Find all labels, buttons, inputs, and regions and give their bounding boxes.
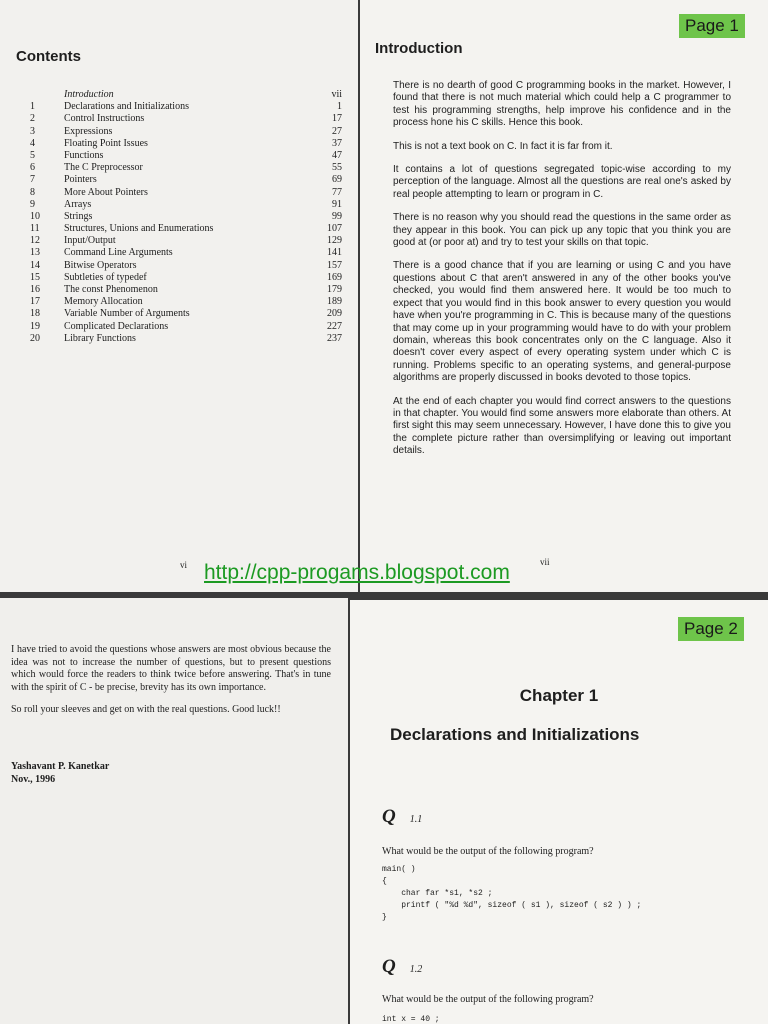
toc-title: Structures, Unions and Enumerations bbox=[64, 223, 214, 235]
toc-row bbox=[30, 247, 342, 259]
author-date: Nov., 1996 bbox=[11, 773, 56, 785]
toc-title: Strings bbox=[64, 210, 93, 222]
toc-row bbox=[30, 308, 342, 320]
preface-paragraph: I have tried to avoid the questions whose answers are most obvious because the idea was not to increase the number of questions, but to present questions which would force the readers to think twice before answering. That's in tune with the spirit of C - be precise, brevity has its own importance. bbox=[11, 644, 331, 693]
preface-continued-page bbox=[0, 598, 348, 1024]
question-text: What would be the output of the following program? bbox=[382, 994, 594, 1005]
page-number: vi bbox=[180, 560, 188, 570]
toc-number: 5 bbox=[30, 149, 35, 161]
toc-number: 16 bbox=[30, 284, 40, 295]
toc-row bbox=[30, 284, 342, 296]
toc-number: 17 bbox=[30, 296, 40, 308]
intro-paragraph: There is a good chance that if you are learning or using C and you have questions about C that aren't answered in any of the other books you've checked, you would find them answered here. It would be too much to expect that you would find in this book answer to every question you would have when you're programming in C. This is because many of the questions that may come up in your programming would have to do with your problem domain, whereas this book concentrates only on the C language. Also it doesn't cover every aspect of every operating system under which C is running. Problems specific to an operating systems, and general-purpose algorithms are properly discussed in books devoted to those topics. bbox=[393, 260, 731, 384]
toc-number: 4 bbox=[30, 137, 35, 149]
toc-page: 99 bbox=[332, 210, 342, 222]
toc-row bbox=[30, 113, 342, 125]
toc-number: 20 bbox=[30, 332, 40, 344]
toc-row-introduction bbox=[30, 89, 342, 101]
toc-title: Complicated Declarations bbox=[64, 320, 169, 332]
toc-page: 237 bbox=[327, 332, 342, 344]
toc-number: 11 bbox=[30, 223, 40, 235]
toc-page: 69 bbox=[332, 174, 342, 186]
toc-title: Input/Output bbox=[64, 235, 116, 247]
toc-title: More About Pointers bbox=[64, 186, 148, 198]
contents-page bbox=[0, 0, 358, 592]
toc-page: 77 bbox=[332, 186, 342, 198]
question-mark: Q bbox=[382, 806, 396, 827]
toc-row bbox=[30, 223, 342, 235]
toc-title: Functions bbox=[64, 149, 104, 161]
toc-title: Library Functions bbox=[64, 332, 136, 344]
toc-page: 107 bbox=[327, 223, 342, 235]
toc-title: Bitwise Operators bbox=[64, 259, 137, 271]
toc-page: 227 bbox=[327, 320, 342, 332]
intro-paragraph: It contains a lot of questions segregated topic-wise according to my perception of the language. Almost all the questions are real one's asked by real people attempting to learn or program in C. bbox=[393, 164, 731, 200]
toc-row bbox=[30, 296, 342, 308]
toc-row bbox=[30, 272, 342, 284]
toc-page: vii bbox=[331, 89, 342, 100]
introduction-title: Introduction bbox=[375, 40, 463, 57]
toc-title: The const Phenomenon bbox=[64, 284, 158, 295]
question-number: 1.2 bbox=[409, 964, 423, 975]
toc-title: Arrays bbox=[64, 198, 92, 210]
toc-page: 189 bbox=[327, 296, 342, 308]
toc-row bbox=[30, 101, 342, 113]
toc-number: 8 bbox=[30, 186, 35, 198]
toc-row bbox=[30, 126, 342, 138]
toc-number: 14 bbox=[30, 259, 40, 271]
toc-title: Introduction bbox=[64, 89, 114, 100]
preface-paragraph: So roll your sleeves and get on with the real questions. Good luck!! bbox=[11, 704, 281, 715]
toc-title: The C Preprocessor bbox=[64, 162, 143, 174]
toc-row bbox=[30, 138, 342, 150]
toc-title: Control Instructions bbox=[64, 113, 145, 125]
toc-title: Memory Allocation bbox=[64, 296, 143, 308]
toc-row bbox=[30, 211, 342, 223]
toc-title: Floating Point Issues bbox=[64, 137, 148, 149]
toc-title: Variable Number of Arguments bbox=[64, 308, 190, 320]
intro-paragraph: At the end of each chapter you would find correct answers to the questions in that chapter. You would find some answers more elaborate than others. At first sight this may seem unnecessary. However, I have done this to give you the complete picture rather than oversimplifying or leaving out important details. bbox=[393, 395, 731, 457]
toc-page: 47 bbox=[332, 149, 342, 161]
toc-page: 17 bbox=[332, 113, 342, 125]
toc-row bbox=[30, 150, 342, 162]
page-badge-1: Page 1 bbox=[679, 14, 745, 38]
author-name: Yashavant P. Kanetkar bbox=[11, 761, 110, 772]
toc-number: 15 bbox=[30, 271, 40, 283]
toc-number: 19 bbox=[30, 320, 40, 332]
toc-page: 209 bbox=[327, 308, 342, 320]
toc-number: 1 bbox=[30, 101, 35, 113]
chapter-page bbox=[350, 600, 768, 1024]
question-text: What would be the output of the following program? bbox=[382, 846, 594, 857]
toc-row bbox=[30, 260, 342, 272]
introduction-page bbox=[360, 0, 768, 592]
question-heading bbox=[382, 806, 422, 828]
toc-row bbox=[30, 162, 342, 174]
toc-title: Expressions bbox=[64, 125, 113, 137]
chapter-title: Declarations and Initializations bbox=[390, 725, 640, 744]
toc-row bbox=[30, 235, 342, 247]
toc-page: 129 bbox=[327, 235, 342, 247]
chapter-label: Chapter 1 bbox=[519, 686, 599, 705]
toc-page: 27 bbox=[332, 125, 342, 137]
toc-number: 18 bbox=[30, 308, 40, 320]
author-signature bbox=[11, 761, 109, 786]
toc-number: 9 bbox=[30, 198, 35, 210]
intro-paragraph: There is no dearth of good C programming books in the market. However, I found that there is not much material which could help a C programmer to test his programming strengths, help improve his confidence and in the process hone his C skills. Hence this book. bbox=[393, 80, 731, 129]
toc-title: Subtleties of typedef bbox=[64, 271, 147, 283]
table-of-contents bbox=[30, 89, 342, 345]
toc-title: Declarations and Initializations bbox=[64, 101, 189, 113]
toc-page: 37 bbox=[332, 137, 342, 149]
question-number: 1.1 bbox=[409, 814, 423, 825]
page-number: vii bbox=[540, 557, 550, 567]
toc-page: 179 bbox=[327, 284, 342, 295]
code-block: int x = 40 ; bbox=[382, 1015, 440, 1024]
toc-title: Pointers bbox=[64, 174, 97, 186]
toc-number: 2 bbox=[30, 113, 35, 125]
question-heading bbox=[382, 956, 422, 978]
toc-page: 169 bbox=[327, 271, 342, 283]
toc-page: 91 bbox=[332, 198, 342, 210]
question-mark: Q bbox=[382, 956, 396, 977]
blog-link[interactable]: http://cpp-progams.blogspot.com bbox=[204, 561, 510, 584]
toc-number: 13 bbox=[30, 247, 40, 259]
toc-page: 1 bbox=[337, 101, 342, 113]
contents-title: Contents bbox=[16, 48, 81, 65]
toc-rows bbox=[30, 101, 342, 345]
toc-number: 6 bbox=[30, 162, 35, 174]
code-block: main( ) { char far *s1, *s2 ; printf ( "%d %d", sizeof ( s1 ), sizeof ( s2 ) ) ; } bbox=[382, 865, 642, 922]
preface-body bbox=[11, 644, 331, 727]
toc-row bbox=[30, 199, 342, 211]
intro-paragraph: This is not a text book on C. In fact it is far from it. bbox=[393, 140, 613, 152]
toc-number: 7 bbox=[30, 174, 35, 186]
page-badge-2: Page 2 bbox=[678, 617, 744, 641]
toc-page: 157 bbox=[327, 259, 342, 271]
toc-row bbox=[30, 333, 342, 345]
toc-title: Command Line Arguments bbox=[64, 247, 173, 259]
toc-page: 55 bbox=[332, 162, 342, 174]
intro-paragraph: There is no reason why you should read the questions in the same order as they appear in this book. You can pick up any topic that you think you are good at (or poor at) and try to test your skills on that topic. bbox=[393, 212, 731, 249]
toc-page: 141 bbox=[327, 247, 342, 259]
toc-row bbox=[30, 174, 342, 186]
introduction-body bbox=[393, 80, 731, 469]
toc-row bbox=[30, 321, 342, 333]
toc-number: 12 bbox=[30, 235, 40, 247]
toc-number: 3 bbox=[30, 125, 35, 137]
toc-number: 10 bbox=[30, 210, 40, 222]
toc-row bbox=[30, 187, 342, 199]
